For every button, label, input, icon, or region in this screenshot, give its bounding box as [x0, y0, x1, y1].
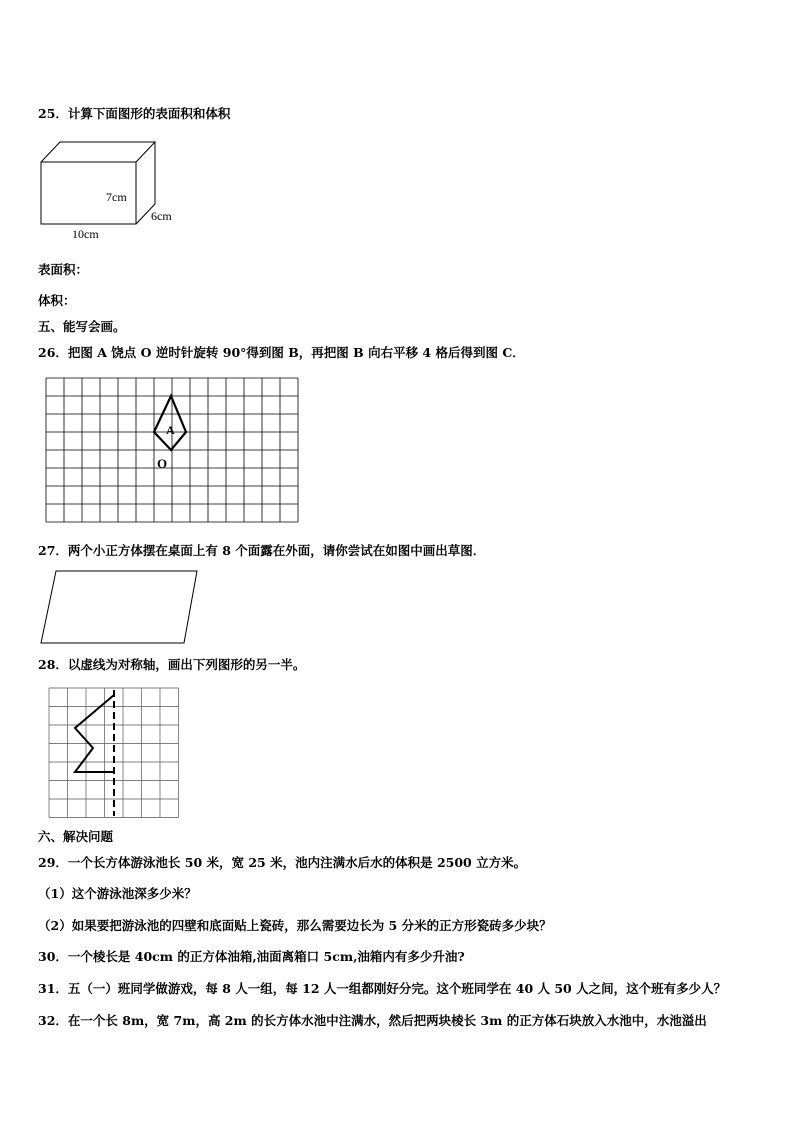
height-label: 7cm — [106, 190, 127, 204]
question-30-text: 30．一个棱长是 40cm 的正方体油箱,油面离箱口 5cm,油箱内有多少升油? — [38, 949, 465, 964]
question-29-sub-2: （2）如果要把游泳池的四壁和底面贴上瓷砖，那么需要边长为 5 分米的正方形瓷砖多少块？ — [38, 918, 552, 933]
length-label: 10cm — [72, 227, 99, 241]
question-28-text: 28．以虚线为对称轴，画出下列图形的另一半。 — [38, 657, 306, 672]
question-32-text: 32．在一个长 8m，宽 7m，高 2m 的长方体水池中注满水，然后把两块棱长 3m 的正方体石块放入水池中，水池溢出 — [38, 1013, 707, 1028]
cuboid-figure — [38, 138, 188, 243]
symmetry-grid — [49, 688, 181, 816]
question-29-text: 29．一个长方体游泳池长 50 米，宽 25 米，池内注满水后水的体积是 2500 立方米。 — [38, 855, 527, 870]
volume-label: 体积： — [38, 293, 76, 308]
parallelogram-drawing-area — [38, 568, 200, 646]
surface-area-label: 表面积： — [38, 262, 89, 277]
section-6-heading: 六、解决问题 — [38, 829, 114, 844]
rotation-grid — [46, 378, 300, 524]
shape-a-label: A — [166, 423, 175, 437]
section-5-heading: 五、能写会画。 — [38, 319, 126, 334]
question-26-text: 26．把图 A 饶点 O 逆时针旋转 90°得到图 B，再把图 B 向右平移 4 格后得到图 C． — [38, 345, 525, 360]
depth-label: 6cm — [151, 209, 172, 223]
question-31-text: 31．五（一）班同学做游戏，每 8 人一组，每 12 人一组都刚好分完。这个班同学在 40 人 50 人之间，这个班有多少人？ — [38, 981, 727, 996]
question-27-text: 27．两个小正方体摆在桌面上有 8 个面露在外面，请你尝试在如图中画出草图． — [38, 543, 486, 558]
question-25-text: 25．计算下面图形的表面积和体积 — [38, 106, 231, 121]
question-29-sub-1: （1）这个游泳池深多少米？ — [38, 886, 197, 901]
point-o-label: O — [157, 456, 168, 471]
